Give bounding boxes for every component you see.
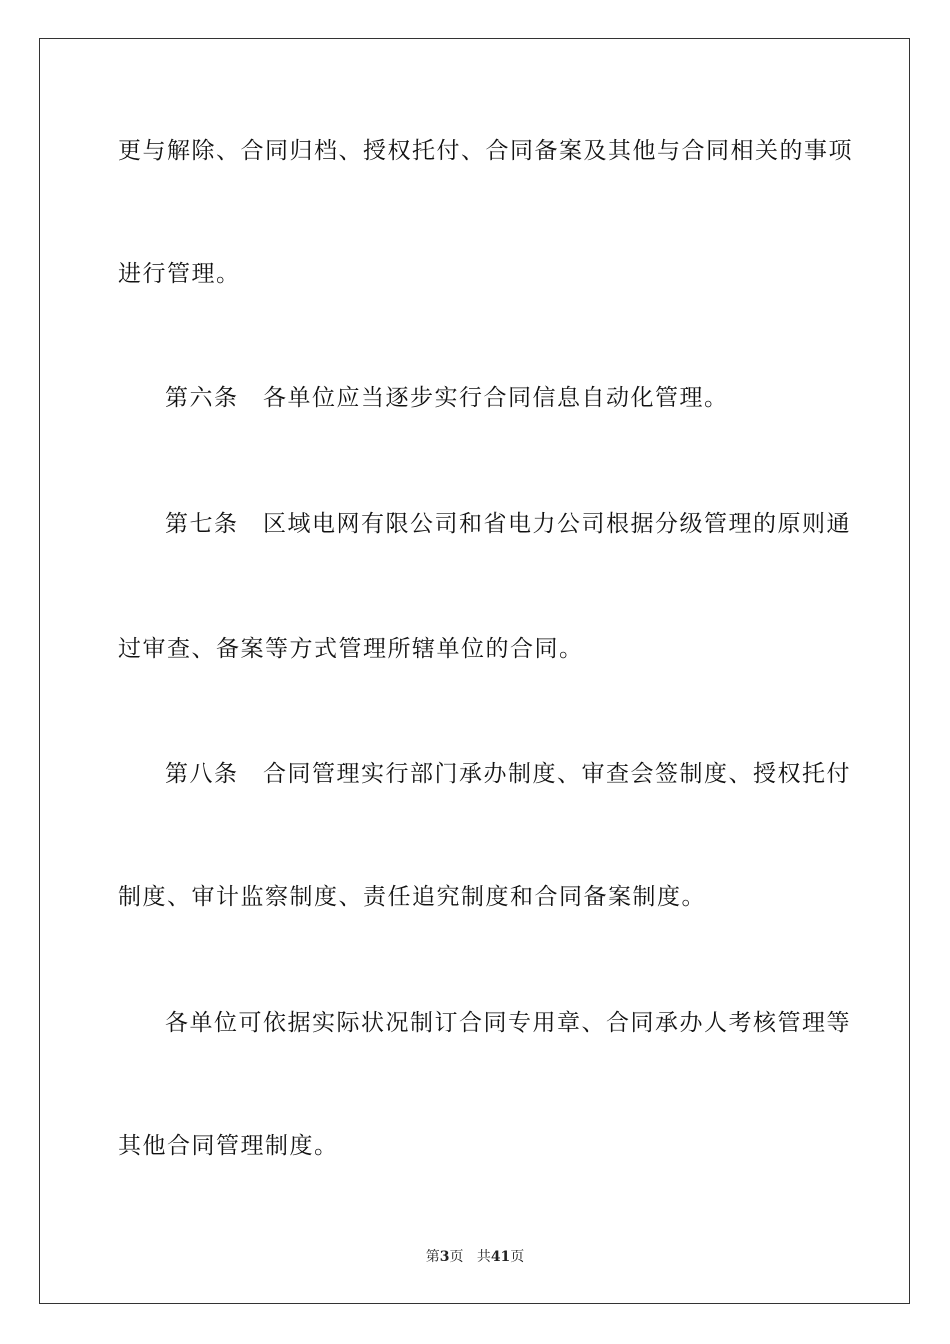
total-prefix: 共 bbox=[476, 1249, 491, 1265]
total-pages: 41 bbox=[490, 1249, 511, 1265]
paragraph-line-2: 其他合同管理制度。 bbox=[118, 1133, 339, 1159]
page-suffix: 页 bbox=[449, 1249, 464, 1265]
total-suffix: 页 bbox=[510, 1249, 525, 1265]
page-border bbox=[39, 38, 910, 1304]
page-prefix: 第 bbox=[425, 1249, 440, 1265]
article-6-line-1: 第六条 各单位应当逐步实行合同信息自动化管理。 bbox=[165, 385, 729, 411]
article-8-line-2: 制度、审计监察制度、责任追究制度和合同备案制度。 bbox=[118, 884, 706, 910]
paragraph-line-1: 各单位可依据实际状况制订合同专用章、合同承办人考核管理等 bbox=[165, 1010, 851, 1036]
page-number: 3 bbox=[439, 1249, 450, 1265]
article-7-line-1: 第七条 区域电网有限公司和省电力公司根据分级管理的原则通 bbox=[165, 511, 851, 537]
body-line-1: 更与解除、合同归档、授权托付、合同备案及其他与合同相关的事项 bbox=[118, 138, 853, 164]
body-line-2: 进行管理。 bbox=[118, 261, 241, 287]
article-8-line-1: 第八条 合同管理实行部门承办制度、审查会签制度、授权托付 bbox=[165, 761, 851, 787]
article-7-line-2: 过审查、备案等方式管理所辖单位的合同。 bbox=[118, 636, 584, 662]
page-footer bbox=[0, 1246, 950, 1266]
